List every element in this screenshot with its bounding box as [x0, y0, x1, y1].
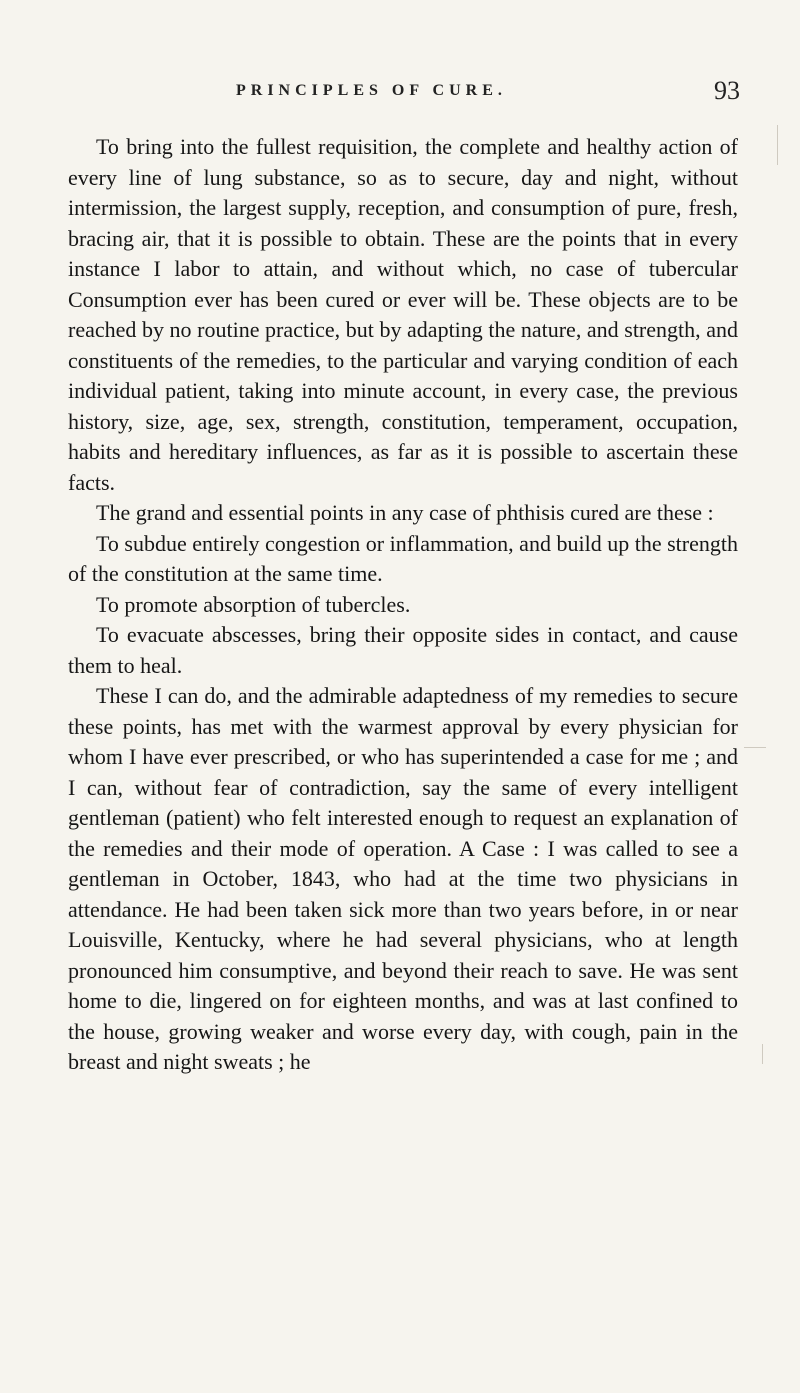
margin-line: [744, 747, 766, 748]
paragraph: To promote absorption of tubercles.: [96, 591, 411, 617]
paragraph: The grand and essential points in any case of phthisis cured are these :: [96, 500, 714, 525]
page-header: [68, 76, 768, 116]
paragraph: To evacuate abscesses, bring their opposite sides in contact, and cause them to heal.: [68, 622, 738, 678]
page-number: 93: [714, 76, 740, 105]
paragraph: To bring into the fullest requisition, the complete and healthy action of every line of lung substance, so as to secure, day and night, without intermission, the largest supply, reception, and consumption of pure, fresh, bracing air, that it is possible to obtain. These are the points that in every instance I labor to attain, and without which, no case of tubercular Consumption ever has been cured or ever will be. These objects are to be reached by no routine practice, but by adapting the nature, and strength, and constituents of the remedies, to the particular and varying condition of each individual patient, taking into minute account, in every case, the previous history, size, age, sex, strength, constitution, temperament, occupation, habits and hereditary influences, as far as it is possible to ascertain these facts.: [68, 134, 738, 495]
paragraph: These I can do, and the admirable adaptedness of my remedies to secure these points, has met with the warmest approval by every physician for whom I have ever prescribed, or who has superintended a case for me ; and I can, without fear of contradiction, say the same of every intelligent gentleman (patient) who felt interested enough to request an explanation of the remedies and their mode of operation. A Case : I was called to see a gentleman in October, 1843, who had at the time two physicians in attendance. He had been taken sick more than two years before, in or near Louisville, Kentucky, where he had several physicians, who at length pronounced him consumptive, and beyond their reach to save. He was sent home to die, lingered on for eighteen months, and was at last confined to the house, growing weaker and worse every day, with cough, pain in the breast and night sweats ; he: [68, 683, 738, 1074]
margin-line: [762, 1044, 763, 1064]
paragraph: To subdue entirely congestion or inflammation, and build up the strength of the constitution at the same time.: [68, 530, 738, 586]
running-head: PRINCIPLES OF CURE.: [236, 82, 507, 99]
margin-line: [777, 125, 778, 165]
body-text: [68, 132, 738, 1078]
